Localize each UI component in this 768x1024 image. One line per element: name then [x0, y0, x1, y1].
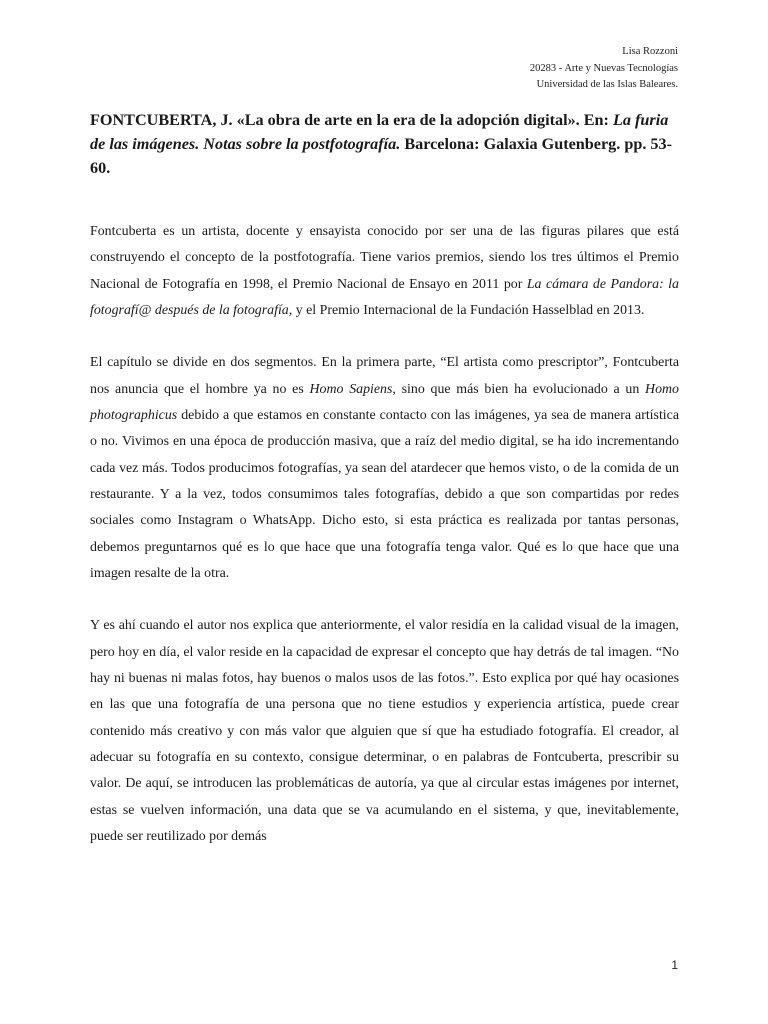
- author-name: Lisa Rozzoni: [622, 46, 678, 57]
- paragraph-2-text-a: El capítulo se divide en dos segmentos. En la primera parte, “El artista como prescriptor”, Fontcuberta nos anuncia que el hombre ya no es: [90, 355, 679, 397]
- citation-book-title: La furia de las imágenes. Notas sobre la postfotografía.: [90, 111, 669, 153]
- paragraph-3-text: Y es ahí cuando el autor nos explica que anteriormente, el valor residía en la calidad visual de la imagen, pero hoy en día, el valor reside en la capacidad de expresar el concepto que hay detrás de tal imagen. “No hay ni buenas ni malas fotos, hay buenos o malos usos de las fotos.”. Esto explica por qué hay ocasiones en las que una fotografía de una persona que no tiene estudios y experiencia artística, puede crear contenido más creativo y con más valor que alguien que sí que ha estudiado fotografía. El creador, al adecuar su fotografía en su contexto, consigue determinar, o en palabras de Fontcuberta, prescribir su valor. De aquí, se introducen las problemáticas de autoría, ya que al circular estas imágenes por internet, estas se vuelven información, una data que se va acumulando en el sistema, y que, inevitablemente, puede ser reutilizado por demás: [90, 618, 679, 844]
- university-name: Universidad de las Islas Baleares.: [536, 79, 678, 90]
- citation-title: [90, 108, 680, 180]
- document-body: [90, 219, 679, 876]
- paragraph-2-homo-sapiens: Homo Sapiens: [309, 381, 393, 397]
- paragraph-2-text-e: debido a que estamos en constante contacto con las imágenes, ya sea de manera artística o no. Vivimos en una época de producción masiva, que a raíz del medio digital, se ha ido incrementando cada vez más. Todos producimos fotografías, ya sean del atardecer que hemos visto, o de la comida de un restaurante. Y a la vez, todos consumimos tales fotografías, debido a que son compartidas por redes sociales como Instagram o WhatsApp. Dicho esto, si esta práctica es realizada por tantas personas, debemos preguntarnos qué es lo que hace que una fotografía tenga valor. Qué es lo que hace que una imagen resalte de la otra.: [90, 408, 679, 581]
- citation-tail: Barcelona: Galaxia Gutenberg. pp. 53-60.: [90, 135, 673, 177]
- paragraph-1-text-c: , y el Premio Internacional de la Fundación Hasselblad en 2013.: [288, 302, 645, 318]
- course-name: 20283 - Arte y Nuevas Tecnologías: [529, 62, 678, 74]
- page-number: 1: [671, 958, 678, 972]
- paragraph-2-homo-photographicus: Homo photographicus: [90, 381, 680, 424]
- paragraph-2: [90, 350, 679, 587]
- paragraph-1-book-title: La cámara de Pandora: la fotografí@ después de la fotografía: [90, 276, 679, 318]
- document-header: [530, 44, 678, 94]
- paragraph-1: [90, 219, 679, 324]
- citation-lead: FONTCUBERTA, J. «La obra de arte en la era de la adopción digital». En:: [90, 111, 613, 129]
- paragraph-2-text-c: , sino que más bien ha evolucionado a un: [392, 381, 646, 397]
- paragraph-3: [90, 613, 679, 850]
- paragraph-1-text-a: Fontcuberta es un artista, docente y ensayista conocido por ser una de las figuras pilares que está construyendo el concepto de la postfotografía. Tiene varios premios, siendo los tres últimos el Premio Nacional de Fotografía en 1998, el Premio Nacional de Ensayo en 2011 por: [90, 224, 679, 292]
